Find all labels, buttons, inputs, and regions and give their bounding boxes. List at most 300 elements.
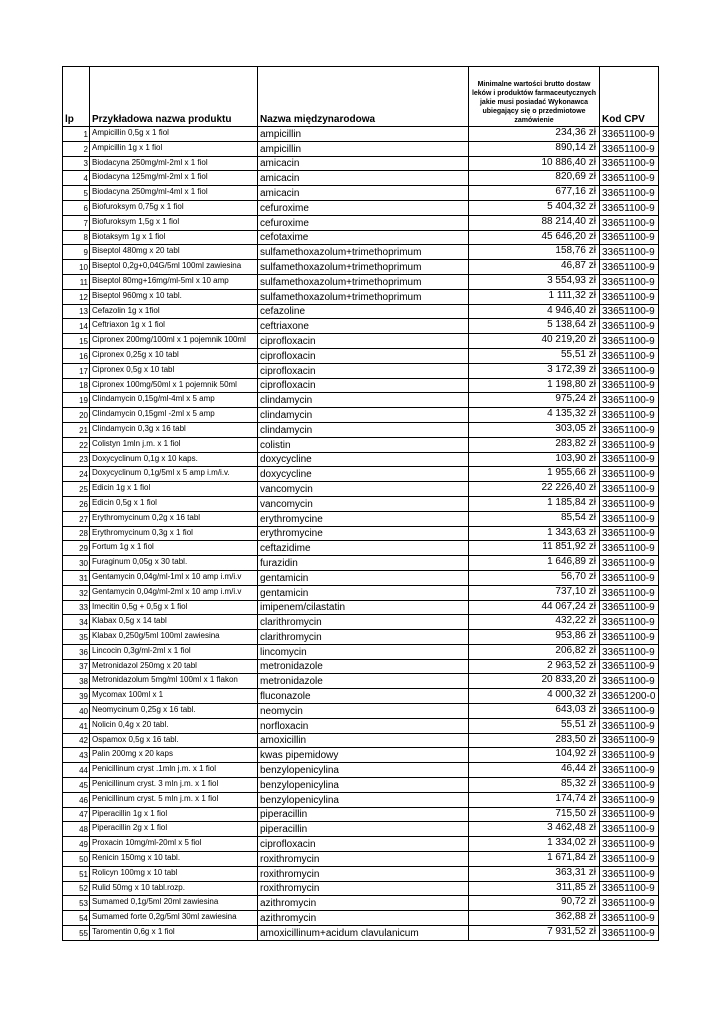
cell-product-name: Edicin 0,5g x 1 fiol bbox=[90, 496, 258, 511]
cell-lp: 27 bbox=[63, 511, 90, 526]
cell-product-name: Doxycyclinum 0,1g/5ml x 5 amp i.m/i.v. bbox=[90, 467, 258, 482]
cell-international-name: amicacin bbox=[258, 156, 469, 171]
cell-lp: 18 bbox=[63, 378, 90, 393]
table-row bbox=[63, 141, 659, 156]
cell-minimum-value: 303,05 zł bbox=[469, 422, 600, 437]
cell-product-name: Fortum 1g x 1 fiol bbox=[90, 541, 258, 556]
cell-international-name: sulfamethoxazolum+trimethoprimum bbox=[258, 274, 469, 289]
cell-international-name: ceftriaxone bbox=[258, 319, 469, 334]
cell-product-name: Biodacyna 250mg/ml-4ml x 1 fiol bbox=[90, 186, 258, 201]
cell-cpv-code: 33651100-9 bbox=[600, 482, 659, 497]
table-row bbox=[63, 348, 659, 363]
cell-product-name: Cipronex 200mg/100ml x 1 pojemnik 100ml bbox=[90, 334, 258, 349]
cell-cpv-code: 33651100-9 bbox=[600, 718, 659, 733]
cell-international-name: ampicillin bbox=[258, 141, 469, 156]
cell-lp: 33 bbox=[63, 600, 90, 615]
table-row bbox=[63, 852, 659, 867]
cell-product-name: Biotaksym 1g x 1 fiol bbox=[90, 230, 258, 245]
table-row bbox=[63, 615, 659, 630]
cell-cpv-code: 33651100-9 bbox=[600, 837, 659, 852]
cell-product-name: Imecitin 0,5g + 0,5g x 1 fiol bbox=[90, 600, 258, 615]
cell-product-name: Penicillinum cryst. 3 mln j.m. x 1 fiol bbox=[90, 778, 258, 793]
cell-product-name: Cipronex 0,5g x 10 tabl bbox=[90, 363, 258, 378]
cell-minimum-value: 56,70 zł bbox=[469, 570, 600, 585]
cell-minimum-value: 10 886,40 zł bbox=[469, 156, 600, 171]
header-cpv-code: Kod CPV bbox=[600, 67, 659, 127]
table-row bbox=[63, 260, 659, 275]
cell-minimum-value: 20 833,20 zł bbox=[469, 674, 600, 689]
cell-lp: 55 bbox=[63, 926, 90, 941]
cell-lp: 43 bbox=[63, 748, 90, 763]
cell-minimum-value: 1 955,66 zł bbox=[469, 467, 600, 482]
cell-international-name: metronidazole bbox=[258, 674, 469, 689]
cell-lp: 47 bbox=[63, 807, 90, 822]
cell-cpv-code: 33651100-9 bbox=[600, 186, 659, 201]
cell-lp: 28 bbox=[63, 526, 90, 541]
cell-international-name: benzylopenicylina bbox=[258, 763, 469, 778]
cell-international-name: piperacillin bbox=[258, 822, 469, 837]
cell-cpv-code: 33651100-9 bbox=[600, 822, 659, 837]
cell-cpv-code: 33651100-9 bbox=[600, 334, 659, 349]
header-international-name: Nazwa międzynarodowa bbox=[258, 67, 469, 127]
cell-product-name: Neomycinum 0,25g x 16 tabl. bbox=[90, 704, 258, 719]
cell-lp: 9 bbox=[63, 245, 90, 260]
cell-international-name: roxithromycin bbox=[258, 852, 469, 867]
cell-minimum-value: 1 646,89 zł bbox=[469, 556, 600, 571]
cell-minimum-value: 677,16 zł bbox=[469, 186, 600, 201]
table-row bbox=[63, 319, 659, 334]
cell-cpv-code: 33651100-9 bbox=[600, 422, 659, 437]
cell-minimum-value: 103,90 zł bbox=[469, 452, 600, 467]
cell-product-name: Furaginum 0,05g x 30 tabl. bbox=[90, 556, 258, 571]
cell-international-name: roxithromycin bbox=[258, 866, 469, 881]
cell-product-name: Erythromycinum 0,3g x 1 fiol bbox=[90, 526, 258, 541]
cell-lp: 19 bbox=[63, 393, 90, 408]
cell-cpv-code: 33651100-9 bbox=[600, 393, 659, 408]
cell-cpv-code: 33651100-9 bbox=[600, 748, 659, 763]
cell-product-name: Doxycyclinum 0,1g x 10 kaps. bbox=[90, 452, 258, 467]
cell-lp: 40 bbox=[63, 704, 90, 719]
cell-lp: 11 bbox=[63, 274, 90, 289]
cell-lp: 25 bbox=[63, 482, 90, 497]
cell-international-name: vancomycin bbox=[258, 496, 469, 511]
cell-product-name: Gentamycin 0,04g/ml-2ml x 10 amp i.m/i.v bbox=[90, 585, 258, 600]
cell-minimum-value: 88 214,40 zł bbox=[469, 215, 600, 230]
cell-lp: 49 bbox=[63, 837, 90, 852]
cell-product-name: Gentamycin 0,04g/ml-1ml x 10 amp i.m/i.v bbox=[90, 570, 258, 585]
table-row bbox=[63, 452, 659, 467]
cell-minimum-value: 1 111,32 zł bbox=[469, 289, 600, 304]
cell-minimum-value: 90,72 zł bbox=[469, 896, 600, 911]
cell-minimum-value: 1 671,84 zł bbox=[469, 852, 600, 867]
cell-international-name: azithromycin bbox=[258, 911, 469, 926]
cell-lp: 51 bbox=[63, 866, 90, 881]
cell-cpv-code: 33651100-9 bbox=[600, 289, 659, 304]
cell-product-name: Klabax 0,5g x 14 tabl bbox=[90, 615, 258, 630]
cell-lp: 36 bbox=[63, 644, 90, 659]
table-row bbox=[63, 156, 659, 171]
cell-international-name: ciprofloxacin bbox=[258, 334, 469, 349]
table-row bbox=[63, 467, 659, 482]
cell-minimum-value: 46,44 zł bbox=[469, 763, 600, 778]
cell-cpv-code: 33651100-9 bbox=[600, 245, 659, 260]
table-row bbox=[63, 378, 659, 393]
cell-international-name: clindamycin bbox=[258, 422, 469, 437]
cell-minimum-value: 715,50 zł bbox=[469, 807, 600, 822]
header-lp: lp bbox=[63, 67, 90, 127]
table-row bbox=[63, 704, 659, 719]
cell-international-name: cefotaxime bbox=[258, 230, 469, 245]
cell-product-name: Biodacyna 250mg/ml-2ml x 1 fiol bbox=[90, 156, 258, 171]
cell-lp: 32 bbox=[63, 585, 90, 600]
cell-minimum-value: 40 219,20 zł bbox=[469, 334, 600, 349]
cell-cpv-code: 33651100-9 bbox=[600, 467, 659, 482]
cell-international-name: metronidazole bbox=[258, 659, 469, 674]
cell-minimum-value: 362,88 zł bbox=[469, 911, 600, 926]
cell-minimum-value: 85,32 zł bbox=[469, 778, 600, 793]
cell-cpv-code: 33651100-9 bbox=[600, 852, 659, 867]
cell-lp: 10 bbox=[63, 260, 90, 275]
cell-minimum-value: 975,24 zł bbox=[469, 393, 600, 408]
cell-lp: 13 bbox=[63, 304, 90, 319]
cell-cpv-code: 33651100-9 bbox=[600, 866, 659, 881]
cell-lp: 45 bbox=[63, 778, 90, 793]
cell-cpv-code: 33651100-9 bbox=[600, 408, 659, 423]
cell-international-name: gentamicin bbox=[258, 570, 469, 585]
cell-product-name: Biseptol 960mg x 10 tabl. bbox=[90, 289, 258, 304]
cell-lp: 24 bbox=[63, 467, 90, 482]
cell-minimum-value: 283,50 zł bbox=[469, 733, 600, 748]
cell-cpv-code: 33651100-9 bbox=[600, 570, 659, 585]
cell-product-name: Biofuroksym 0,75g x 1 fiol bbox=[90, 200, 258, 215]
cell-international-name: piperacillin bbox=[258, 807, 469, 822]
cell-minimum-value: 45 646,20 zł bbox=[469, 230, 600, 245]
cell-international-name: erythromycine bbox=[258, 526, 469, 541]
table-row bbox=[63, 630, 659, 645]
table-row bbox=[63, 200, 659, 215]
cell-cpv-code: 33651100-9 bbox=[600, 348, 659, 363]
cell-international-name: lincomycin bbox=[258, 644, 469, 659]
table-row bbox=[63, 363, 659, 378]
cell-international-name: erythromycine bbox=[258, 511, 469, 526]
cell-product-name: Cefazolin 1g x 1fiol bbox=[90, 304, 258, 319]
cell-minimum-value: 5 404,32 zł bbox=[469, 200, 600, 215]
cell-international-name: fluconazole bbox=[258, 689, 469, 704]
cell-minimum-value: 2 963,52 zł bbox=[469, 659, 600, 674]
cell-international-name: clarithromycin bbox=[258, 630, 469, 645]
table-row bbox=[63, 585, 659, 600]
cell-cpv-code: 33651100-9 bbox=[600, 541, 659, 556]
header-product-name: Przykładowa nazwa produktu bbox=[90, 67, 258, 127]
cell-international-name: ciprofloxacin bbox=[258, 837, 469, 852]
cell-minimum-value: 104,92 zł bbox=[469, 748, 600, 763]
cell-cpv-code: 33651100-9 bbox=[600, 659, 659, 674]
table-row bbox=[63, 866, 659, 881]
cell-lp: 17 bbox=[63, 363, 90, 378]
table-row bbox=[63, 896, 659, 911]
cell-cpv-code: 33651100-9 bbox=[600, 200, 659, 215]
table-row bbox=[63, 541, 659, 556]
cell-lp: 31 bbox=[63, 570, 90, 585]
cell-international-name: furazidin bbox=[258, 556, 469, 571]
cell-product-name: Piperacillin 2g x 1 fiol bbox=[90, 822, 258, 837]
cell-minimum-value: 820,69 zł bbox=[469, 171, 600, 186]
cell-product-name: Metronidazol 250mg x 20 tabl bbox=[90, 659, 258, 674]
cell-cpv-code: 33651100-9 bbox=[600, 274, 659, 289]
cell-lp: 50 bbox=[63, 852, 90, 867]
cell-lp: 15 bbox=[63, 334, 90, 349]
cell-lp: 38 bbox=[63, 674, 90, 689]
cell-product-name: Sumamed forte 0,2g/5ml 30ml zawiesina bbox=[90, 911, 258, 926]
cell-international-name: sulfamethoxazolum+trimethoprimum bbox=[258, 289, 469, 304]
table-row bbox=[63, 881, 659, 896]
cell-minimum-value: 4 135,32 zł bbox=[469, 408, 600, 423]
cell-minimum-value: 158,76 zł bbox=[469, 245, 600, 260]
drug-table bbox=[62, 66, 659, 941]
cell-cpv-code: 33651100-9 bbox=[600, 778, 659, 793]
cell-cpv-code: 33651100-9 bbox=[600, 141, 659, 156]
cell-product-name: Piperacillin 1g x 1 fiol bbox=[90, 807, 258, 822]
cell-cpv-code: 33651100-9 bbox=[600, 452, 659, 467]
table-row bbox=[63, 718, 659, 733]
cell-lp: 44 bbox=[63, 763, 90, 778]
cell-minimum-value: 44 067,24 zł bbox=[469, 600, 600, 615]
cell-product-name: Biofuroksym 1,5g x 1 fiol bbox=[90, 215, 258, 230]
cell-minimum-value: 234,36 zł bbox=[469, 127, 600, 142]
cell-minimum-value: 432,22 zł bbox=[469, 615, 600, 630]
table-row bbox=[63, 689, 659, 704]
cell-minimum-value: 46,87 zł bbox=[469, 260, 600, 275]
cell-international-name: doxycycline bbox=[258, 467, 469, 482]
cell-international-name: clindamycin bbox=[258, 408, 469, 423]
table-row bbox=[63, 748, 659, 763]
cell-lp: 23 bbox=[63, 452, 90, 467]
cell-international-name: ciprofloxacin bbox=[258, 363, 469, 378]
cell-minimum-value: 206,82 zł bbox=[469, 644, 600, 659]
cell-product-name: Erythromycinum 0,2g x 16 tabl bbox=[90, 511, 258, 526]
cell-cpv-code: 33651100-9 bbox=[600, 926, 659, 941]
cell-international-name: ampicillin bbox=[258, 127, 469, 142]
cell-lp: 8 bbox=[63, 230, 90, 245]
cell-product-name: Sumamed 0,1g/5ml 20ml zawiesina bbox=[90, 896, 258, 911]
cell-lp: 22 bbox=[63, 437, 90, 452]
cell-cpv-code: 33651100-9 bbox=[600, 319, 659, 334]
table-row bbox=[63, 186, 659, 201]
cell-minimum-value: 174,74 zł bbox=[469, 792, 600, 807]
cell-cpv-code: 33651100-9 bbox=[600, 215, 659, 230]
cell-minimum-value: 4 000,32 zł bbox=[469, 689, 600, 704]
cell-product-name: Clindamycin 0,15gml -2ml x 5 amp bbox=[90, 408, 258, 423]
table-row bbox=[63, 437, 659, 452]
cell-lp: 21 bbox=[63, 422, 90, 437]
cell-cpv-code: 33651100-9 bbox=[600, 630, 659, 645]
table-row bbox=[63, 570, 659, 585]
cell-international-name: imipenem/cilastatin bbox=[258, 600, 469, 615]
cell-cpv-code: 33651100-9 bbox=[600, 363, 659, 378]
cell-lp: 14 bbox=[63, 319, 90, 334]
cell-cpv-code: 33651100-9 bbox=[600, 496, 659, 511]
cell-lp: 34 bbox=[63, 615, 90, 630]
cell-minimum-value: 737,10 zł bbox=[469, 585, 600, 600]
cell-international-name: kwas pipemidowy bbox=[258, 748, 469, 763]
cell-cpv-code: 33651100-9 bbox=[600, 127, 659, 142]
table-row bbox=[63, 807, 659, 822]
cell-international-name: clarithromycin bbox=[258, 615, 469, 630]
table-row bbox=[63, 215, 659, 230]
cell-minimum-value: 4 946,40 zł bbox=[469, 304, 600, 319]
cell-international-name: azithromycin bbox=[258, 896, 469, 911]
cell-cpv-code: 33651100-9 bbox=[600, 156, 659, 171]
cell-international-name: amicacin bbox=[258, 171, 469, 186]
cell-minimum-value: 1 198,80 zł bbox=[469, 378, 600, 393]
cell-lp: 48 bbox=[63, 822, 90, 837]
cell-lp: 30 bbox=[63, 556, 90, 571]
table-row bbox=[63, 837, 659, 852]
cell-international-name: norfloxacin bbox=[258, 718, 469, 733]
cell-cpv-code: 33651200-0 bbox=[600, 689, 659, 704]
cell-lp: 3 bbox=[63, 156, 90, 171]
cell-cpv-code: 33651100-9 bbox=[600, 437, 659, 452]
cell-international-name: ciprofloxacin bbox=[258, 348, 469, 363]
cell-minimum-value: 55,51 zł bbox=[469, 718, 600, 733]
header-minimum-value: Minimalne wartości brutto dostaw leków i produktów farmaceutycznych jakie musi posiadać Wykonawca ubiegający się o przedmiotowe zamówienie bbox=[469, 67, 600, 127]
table-row bbox=[63, 289, 659, 304]
table-row bbox=[63, 127, 659, 142]
cell-cpv-code: 33651100-9 bbox=[600, 733, 659, 748]
cell-cpv-code: 33651100-9 bbox=[600, 615, 659, 630]
table-row bbox=[63, 496, 659, 511]
cell-product-name: Taromentin 0,6g x 1 fiol bbox=[90, 926, 258, 941]
cell-product-name: Colistyn 1mln j.m. x 1 fiol bbox=[90, 437, 258, 452]
cell-minimum-value: 311,85 zł bbox=[469, 881, 600, 896]
table-row bbox=[63, 644, 659, 659]
cell-international-name: neomycin bbox=[258, 704, 469, 719]
cell-product-name: Biodacyna 125mg/ml-2ml x 1 fiol bbox=[90, 171, 258, 186]
table-row bbox=[63, 482, 659, 497]
cell-product-name: Penicillinum cryst. 5 mln j.m. x 1 fiol bbox=[90, 792, 258, 807]
cell-lp: 6 bbox=[63, 200, 90, 215]
cell-product-name: Mycomax 100ml x 1 bbox=[90, 689, 258, 704]
cell-international-name: vancomycin bbox=[258, 482, 469, 497]
cell-minimum-value: 11 851,92 zł bbox=[469, 541, 600, 556]
table-row bbox=[63, 304, 659, 319]
cell-lp: 12 bbox=[63, 289, 90, 304]
cell-minimum-value: 643,03 zł bbox=[469, 704, 600, 719]
cell-cpv-code: 33651100-9 bbox=[600, 792, 659, 807]
cell-cpv-code: 33651100-9 bbox=[600, 807, 659, 822]
cell-product-name: Cipronex 0,25g x 10 tabl bbox=[90, 348, 258, 363]
table-row bbox=[63, 526, 659, 541]
cell-international-name: clindamycin bbox=[258, 393, 469, 408]
cell-cpv-code: 33651100-9 bbox=[600, 674, 659, 689]
table-row bbox=[63, 511, 659, 526]
cell-lp: 53 bbox=[63, 896, 90, 911]
cell-product-name: Metronidazolum 5mg/ml 100ml x 1 flakon bbox=[90, 674, 258, 689]
cell-international-name: doxycycline bbox=[258, 452, 469, 467]
cell-lp: 4 bbox=[63, 171, 90, 186]
cell-lp: 7 bbox=[63, 215, 90, 230]
cell-product-name: Klabax 0,250g/5ml 100ml zawiesina bbox=[90, 630, 258, 645]
table-body bbox=[63, 127, 659, 941]
cell-cpv-code: 33651100-9 bbox=[600, 911, 659, 926]
cell-product-name: Rolicyn 100mg x 10 tabl bbox=[90, 866, 258, 881]
cell-international-name: benzylopenicylina bbox=[258, 778, 469, 793]
cell-cpv-code: 33651100-9 bbox=[600, 260, 659, 275]
cell-cpv-code: 33651100-9 bbox=[600, 378, 659, 393]
cell-international-name: cefazoline bbox=[258, 304, 469, 319]
cell-cpv-code: 33651100-9 bbox=[600, 556, 659, 571]
cell-minimum-value: 55,51 zł bbox=[469, 348, 600, 363]
cell-lp: 46 bbox=[63, 792, 90, 807]
table-row bbox=[63, 792, 659, 807]
table-row bbox=[63, 674, 659, 689]
table-row bbox=[63, 822, 659, 837]
cell-international-name: roxithromycin bbox=[258, 881, 469, 896]
table-row bbox=[63, 733, 659, 748]
cell-cpv-code: 33651100-9 bbox=[600, 526, 659, 541]
cell-minimum-value: 3 172,39 zł bbox=[469, 363, 600, 378]
cell-minimum-value: 3 462,48 zł bbox=[469, 822, 600, 837]
cell-international-name: amoxicillinum+acidum clavulanicum bbox=[258, 926, 469, 941]
cell-international-name: sulfamethoxazolum+trimethoprimum bbox=[258, 245, 469, 260]
cell-product-name: Lincocin 0,3g/ml-2ml x 1 fiol bbox=[90, 644, 258, 659]
cell-product-name: Penicillinum cryst .1mln j.m. x 1 fiol bbox=[90, 763, 258, 778]
table-row bbox=[63, 393, 659, 408]
cell-product-name: Palin 200mg x 20 kaps bbox=[90, 748, 258, 763]
cell-international-name: amicacin bbox=[258, 186, 469, 201]
cell-product-name: Biseptol 480mg x 20 tabl bbox=[90, 245, 258, 260]
cell-product-name: Ospamox 0,5g x 16 tabl. bbox=[90, 733, 258, 748]
table-row bbox=[63, 171, 659, 186]
cell-product-name: Biseptol 80mg+16mg/ml-5ml x 10 amp bbox=[90, 274, 258, 289]
cell-minimum-value: 363,31 zł bbox=[469, 866, 600, 881]
cell-international-name: ciprofloxacin bbox=[258, 378, 469, 393]
cell-minimum-value: 5 138,64 zł bbox=[469, 319, 600, 334]
cell-product-name: Nolicin 0,4g x 20 tabl. bbox=[90, 718, 258, 733]
cell-cpv-code: 33651100-9 bbox=[600, 896, 659, 911]
cell-product-name: Clindamycin 0,15g/ml-4ml x 5 amp bbox=[90, 393, 258, 408]
cell-lp: 16 bbox=[63, 348, 90, 363]
table-row bbox=[63, 422, 659, 437]
cell-lp: 1 bbox=[63, 127, 90, 142]
cell-lp: 54 bbox=[63, 911, 90, 926]
table-row bbox=[63, 556, 659, 571]
cell-minimum-value: 890,14 zł bbox=[469, 141, 600, 156]
cell-cpv-code: 33651100-9 bbox=[600, 230, 659, 245]
cell-minimum-value: 1 334,02 zł bbox=[469, 837, 600, 852]
cell-international-name: cefuroxime bbox=[258, 215, 469, 230]
cell-cpv-code: 33651100-9 bbox=[600, 644, 659, 659]
cell-international-name: ceftazidime bbox=[258, 541, 469, 556]
cell-lp: 20 bbox=[63, 408, 90, 423]
cell-lp: 37 bbox=[63, 659, 90, 674]
cell-minimum-value: 283,82 zł bbox=[469, 437, 600, 452]
table-row bbox=[63, 763, 659, 778]
cell-international-name: gentamicin bbox=[258, 585, 469, 600]
cell-lp: 5 bbox=[63, 186, 90, 201]
cell-product-name: Cipronex 100mg/50ml x 1 pojemnik 50ml bbox=[90, 378, 258, 393]
cell-cpv-code: 33651100-9 bbox=[600, 704, 659, 719]
table-row bbox=[63, 274, 659, 289]
cell-product-name: Edicin 1g x 1 fiol bbox=[90, 482, 258, 497]
cell-minimum-value: 953,86 zł bbox=[469, 630, 600, 645]
cell-cpv-code: 33651100-9 bbox=[600, 585, 659, 600]
cell-cpv-code: 33651100-9 bbox=[600, 304, 659, 319]
cell-product-name: Ampicillin 1g x 1 fiol bbox=[90, 141, 258, 156]
table-header-row bbox=[63, 67, 659, 127]
cell-product-name: Ampicillin 0,5g x 1 fiol bbox=[90, 127, 258, 142]
cell-lp: 42 bbox=[63, 733, 90, 748]
